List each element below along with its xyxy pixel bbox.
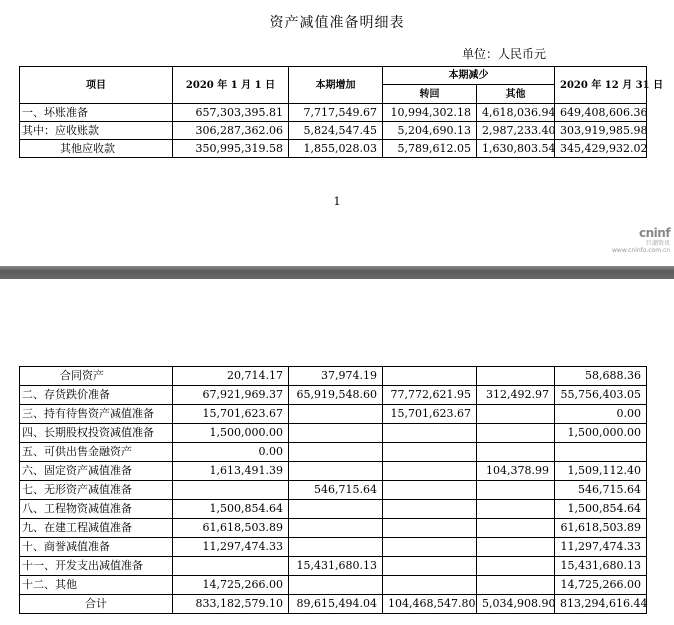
cell-end: 0.00 <box>555 405 647 424</box>
cell-start: 350,995,319.58 <box>173 140 289 158</box>
cell-end: 58,688.36 <box>555 367 647 386</box>
cell-end: 15,431,680.13 <box>555 557 647 576</box>
row-item: 八、工程物资减值准备 <box>20 500 173 519</box>
table-row <box>20 405 647 424</box>
table-row <box>20 576 647 595</box>
cell-reversal <box>383 424 477 443</box>
cell-start: 61,618,503.89 <box>173 519 289 538</box>
header-reversal: 转回 <box>383 85 477 104</box>
table-row <box>20 462 647 481</box>
cell-end: 546,715.64 <box>555 481 647 500</box>
cell-reversal: 15,701,623.67 <box>383 405 477 424</box>
header-end-date: 2020 年 12 月 31 日 <box>555 67 647 104</box>
cell-end: 1,500,000.00 <box>555 424 647 443</box>
total-row <box>20 595 647 614</box>
cell-reversal <box>383 576 477 595</box>
row-item: 九、在建工程减值准备 <box>20 519 173 538</box>
cell-increase <box>289 462 383 481</box>
cell-reversal: 77,772,621.95 <box>383 386 477 405</box>
row-item: 五、可供出售金融资产 <box>20 443 173 462</box>
table-row <box>20 424 647 443</box>
cell-other: 2,987,233.40 <box>477 122 555 140</box>
cell-reversal: 10,994,302.18 <box>383 104 477 122</box>
cell-increase <box>289 443 383 462</box>
header-increase: 本期增加 <box>289 67 383 104</box>
cell-start: 20,714.17 <box>173 367 289 386</box>
cell-increase <box>289 500 383 519</box>
cell-start: 0.00 <box>173 443 289 462</box>
document-page-1 <box>0 0 674 266</box>
cell-end: 345,429,932.02 <box>555 140 647 158</box>
row-item: 三、持有待售资产减值准备 <box>20 405 173 424</box>
page-title: 资产减值准备明细表 <box>269 15 405 31</box>
cell-other <box>477 538 555 557</box>
row-item: 其中：应收账款 <box>20 122 173 140</box>
cell-start: 15,701,623.67 <box>173 405 289 424</box>
row-item: 十一、开发支出减值准备 <box>20 557 173 576</box>
cell-start <box>173 481 289 500</box>
cell-increase: 5,824,547.45 <box>289 122 383 140</box>
cell-reversal: 104,468,547.80 <box>383 595 477 614</box>
cell-reversal <box>383 443 477 462</box>
cell-start: 833,182,579.10 <box>173 595 289 614</box>
table-row <box>20 443 647 462</box>
cell-other: 4,618,036.94 <box>477 104 555 122</box>
table-row <box>20 386 647 405</box>
cell-other: 1,630,803.54 <box>477 140 555 158</box>
document-page-2 <box>0 279 674 625</box>
cell-start: 14,725,266.00 <box>173 576 289 595</box>
impairment-table-continued <box>19 366 647 614</box>
cell-other: 5,034,908.90 <box>477 595 555 614</box>
row-item: 六、固定资产减值准备 <box>20 462 173 481</box>
cell-reversal <box>383 519 477 538</box>
cell-start: 1,613,491.39 <box>173 462 289 481</box>
table-row <box>20 481 647 500</box>
page-divider <box>0 266 674 279</box>
cell-increase <box>289 405 383 424</box>
cell-start: 11,297,474.33 <box>173 538 289 557</box>
cell-reversal <box>383 481 477 500</box>
cell-other <box>477 405 555 424</box>
header-start-date: 2020 年 1 月 1 日 <box>173 67 289 104</box>
cell-increase <box>289 519 383 538</box>
row-item: 合同资产 <box>20 367 173 386</box>
row-item: 七、无形资产减值准备 <box>20 481 173 500</box>
cell-reversal <box>383 500 477 519</box>
cell-end: 55,756,403.05 <box>555 386 647 405</box>
table-row <box>20 500 647 519</box>
table-row <box>20 140 647 158</box>
cell-other <box>477 443 555 462</box>
cell-end: 1,509,112.40 <box>555 462 647 481</box>
impairment-table-top <box>19 66 664 158</box>
cell-increase <box>289 576 383 595</box>
row-item: 十二、其他 <box>20 576 173 595</box>
cell-increase: 7,717,549.67 <box>289 104 383 122</box>
cell-start: 67,921,969.37 <box>173 386 289 405</box>
cell-other <box>477 424 555 443</box>
total-label: 合计 <box>20 595 173 614</box>
cell-start: 657,303,395.81 <box>173 104 289 122</box>
cell-other: 104,378.99 <box>477 462 555 481</box>
cell-increase <box>289 538 383 557</box>
cell-reversal: 5,789,612.05 <box>383 140 477 158</box>
cell-other <box>477 500 555 519</box>
cell-reversal <box>383 367 477 386</box>
cell-increase: 1,855,028.03 <box>289 140 383 158</box>
header-other: 其他 <box>477 85 555 104</box>
cell-reversal <box>383 462 477 481</box>
cell-increase: 546,715.64 <box>289 481 383 500</box>
cell-reversal <box>383 557 477 576</box>
row-item: 二、存货跌价准备 <box>20 386 173 405</box>
cell-end: 11,297,474.33 <box>555 538 647 557</box>
header-item: 项目 <box>20 67 173 104</box>
table-row <box>20 519 647 538</box>
cell-end: 61,618,503.89 <box>555 519 647 538</box>
cell-other <box>477 367 555 386</box>
cell-increase <box>289 424 383 443</box>
cell-end: 649,408,606.36 <box>555 104 647 122</box>
row-item: 其他应收款 <box>20 140 173 158</box>
logo-subtext: 巨潮资讯 <box>646 240 671 247</box>
logo-text: cninf <box>639 226 671 240</box>
table-row <box>20 367 647 386</box>
row-item: 一、坏账准备 <box>20 104 173 122</box>
cell-start: 1,500,854.64 <box>173 500 289 519</box>
cninfo-logo <box>612 226 670 254</box>
cell-increase: 89,615,494.04 <box>289 595 383 614</box>
cell-end <box>555 443 647 462</box>
cell-increase: 65,919,548.60 <box>289 386 383 405</box>
cell-start: 1,500,000.00 <box>173 424 289 443</box>
header-decrease: 本期减少 <box>383 67 555 85</box>
cell-start: 306,287,362.06 <box>173 122 289 140</box>
cell-other: 312,492.97 <box>477 386 555 405</box>
logo-url: www.cninfo.com.cn <box>612 247 671 254</box>
cell-increase: 15,431,680.13 <box>289 557 383 576</box>
cell-end: 1,500,854.64 <box>555 500 647 519</box>
cell-other <box>477 519 555 538</box>
row-item: 十、商誉减值准备 <box>20 538 173 557</box>
cell-end: 303,919,985.98 <box>555 122 647 140</box>
cell-reversal: 5,204,690.13 <box>383 122 477 140</box>
currency-unit: 单位：人民币元 <box>462 47 547 61</box>
cell-start <box>173 557 289 576</box>
table-row <box>20 122 647 140</box>
cell-end: 14,725,266.00 <box>555 576 647 595</box>
table-row <box>20 104 647 122</box>
cell-other <box>477 481 555 500</box>
cell-reversal <box>383 538 477 557</box>
cell-other <box>477 557 555 576</box>
table-row <box>20 557 647 576</box>
cell-end: 813,294,616.44 <box>555 595 647 614</box>
page-number: 1 <box>333 195 341 208</box>
cell-increase: 37,974.19 <box>289 367 383 386</box>
table-row <box>20 538 647 557</box>
row-item: 四、长期股权投资减值准备 <box>20 424 173 443</box>
cell-other <box>477 576 555 595</box>
